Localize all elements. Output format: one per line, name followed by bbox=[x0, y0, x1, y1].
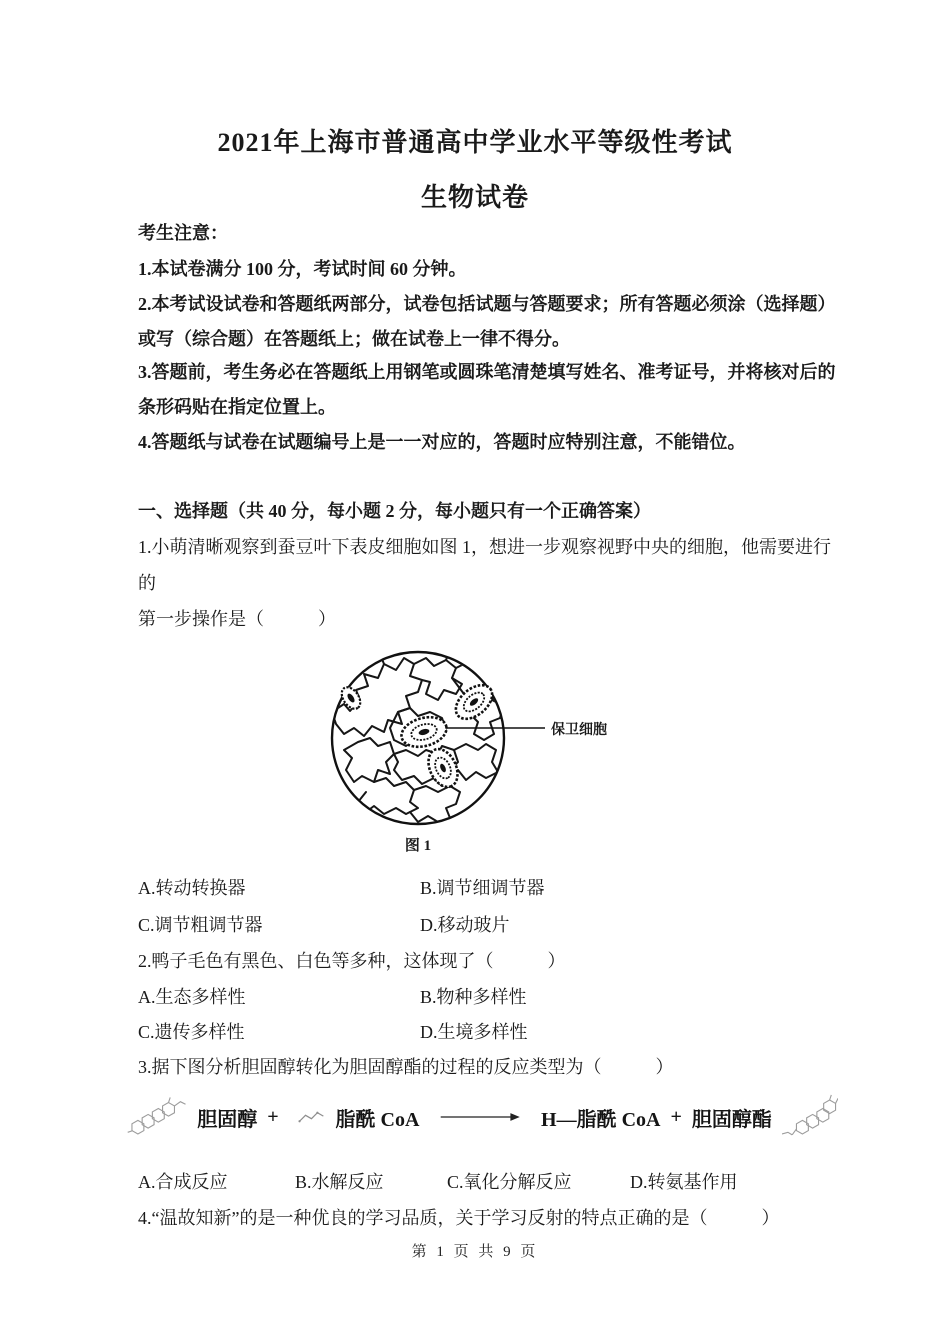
acyl-chain-icon bbox=[297, 1106, 326, 1128]
page-number-footer: 第 1 页 共 9 页 bbox=[411, 1244, 539, 1260]
question-1-text: 的 bbox=[138, 573, 156, 593]
notice-line: 条形码贴在指定位置上。 bbox=[138, 397, 336, 417]
q2-option-c: C.遗传多样性 bbox=[138, 1022, 245, 1042]
question-4-text: 4.“温故知新”的是一种优良的学习品质，关于学习反射的特点正确的是（ ） bbox=[138, 1208, 780, 1228]
plus-sign: + bbox=[670, 1105, 682, 1128]
reactant-cholesterol: 胆固醇 bbox=[197, 1108, 258, 1131]
q2-option-a: A.生态多样性 bbox=[138, 987, 246, 1007]
reactant-acyl-coa: 脂酰 CoA bbox=[335, 1108, 420, 1131]
notice-line: 4.答题纸与试卷在试题编号上是一一对应的，答题时应特别注意，不能错位。 bbox=[138, 432, 746, 452]
page-subtitle: 生物试卷 bbox=[420, 183, 529, 212]
question-1-text: 第一步操作是（ ） bbox=[138, 609, 336, 629]
figure1-guard-cell-label: 保卫细胞 bbox=[551, 723, 607, 738]
question-3-text: 3.据下图分析胆固醇转化为胆固醇酯的过程的反应类型为（ ） bbox=[138, 1057, 674, 1077]
notice-heading: 考生注意： bbox=[138, 223, 228, 243]
notice-line: 1.本试卷满分 100 分，考试时间 60 分钟。 bbox=[138, 259, 467, 279]
q2-option-d: D.生境多样性 bbox=[420, 1022, 528, 1042]
q1-option-b: B.调节细调节器 bbox=[420, 878, 545, 898]
q3-option-d: D.转氨基作用 bbox=[630, 1172, 738, 1192]
q3-option-c: C.氧化分解反应 bbox=[447, 1172, 572, 1192]
section-heading: 一、选择题（共 40 分，每小题 2 分，每小题只有一个正确答案） bbox=[138, 501, 651, 521]
q1-option-c: C.调节粗调节器 bbox=[138, 915, 263, 935]
plus-sign: + bbox=[267, 1105, 279, 1128]
product-h-acyl-coa: H—脂酰 CoA bbox=[541, 1108, 661, 1131]
product-cholesteryl-ester: 胆固醇酯 bbox=[691, 1108, 772, 1131]
q3-option-b: B.水解反应 bbox=[295, 1172, 384, 1192]
steroid-structure-icon bbox=[782, 1091, 838, 1143]
notice-line: 3.答题前，考生务必在答题纸上用钢笔或圆珠笔清楚填写姓名、准考证号，并将核对后的 bbox=[138, 362, 836, 382]
question-2-text: 2.鸭子毛色有黑色、白色等多种，这体现了（ ） bbox=[138, 951, 566, 971]
page-title: 2021年上海市普通高中学业水平等级性考试 bbox=[217, 128, 733, 157]
question-1-text: 1.小萌清晰观察到蚕豆叶下表皮细胞如图 1，想进一步观察视野中央的细胞，他需要进行 bbox=[138, 537, 831, 557]
q1-option-d: D.移动玻片 bbox=[420, 915, 510, 935]
q2-option-b: B.物种多样性 bbox=[420, 987, 527, 1007]
figure1-microscope-field bbox=[330, 650, 645, 855]
q1-option-a: A.转动转换器 bbox=[138, 878, 246, 898]
notice-line: 或写（综合题）在答题纸上；做在试卷上一律不得分。 bbox=[138, 329, 570, 349]
q3-option-a: A.合成反应 bbox=[138, 1172, 228, 1192]
q3-reaction-equation bbox=[126, 1086, 838, 1148]
steroid-structure-icon bbox=[126, 1093, 187, 1141]
figure1-caption: 图 1 bbox=[404, 838, 432, 854]
notice-line: 2.本考试设试卷和答题纸两部分，试卷包括试题与答题要求；所有答题必须涂（选择题） bbox=[138, 294, 836, 314]
reaction-arrow-icon bbox=[439, 1110, 521, 1124]
